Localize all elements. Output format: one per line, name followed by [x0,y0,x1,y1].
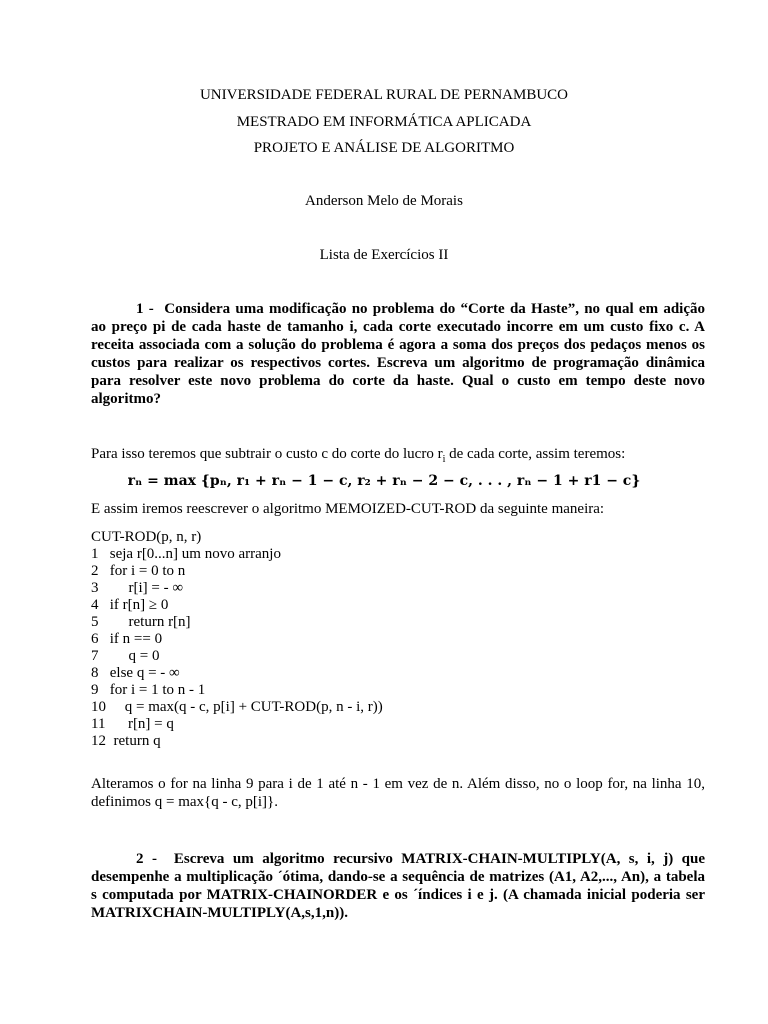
code-line: CUT-ROD(p, n, r) [91,529,202,545]
code-line: 4 if r[n] ≥ 0 [91,597,169,613]
question-1-line-5: para resolver este novo problema do corte da haste. Qual o custo em tempo deste novo [91,373,705,389]
question-2-line-1: 2 - Escreva um algoritmo recursivo MATRIX-CHAIN-MULTIPLY(A, s, i, j) que [136,851,706,867]
pseudocode-block [91,529,591,750]
question-1-line-6: algoritmo? [91,391,161,407]
explanation-line-1: Alteramos o for na linha 9 para i de 1 até n - 1 em vez de n. Além disso, no o loop for, na linha 10, [91,776,705,792]
code-line: 3 r[i] = - ∞ [91,580,184,596]
question-2 [91,850,705,922]
question-1-line-4: custos para realizar os respectivos cortes. Escreva um algoritmo de programação dinâmica [91,355,705,371]
course-name: PROJETO E ANÁLISE DE ALGORITMO [253,140,515,156]
code-line: 11 r[n] = q [91,716,174,732]
code-line: 10 q = max(q - c, p[i] + CUT-ROD(p, n - i, r)) [91,699,383,715]
code-line: 8 else q = - ∞ [91,665,180,681]
question-1-line-1: 1 - Considera uma modificação no problema do “Corte da Haste”, no qual em adição [136,301,705,317]
exercise-list-title: Lista de Exercícios II [319,247,449,263]
recurrence-formula: rₙ = max {pₙ, r₁ + rₙ − 1 − c, r₂ + rₙ − 2 − c, . . . , rₙ − 1 + r1 − c} [127,473,641,489]
rewrite-text: E assim iremos reescrever o algoritmo MEMOIZED-CUT-ROD da seguinte maneira: [91,501,605,517]
answer-1-explanation [91,775,705,811]
code-line: 5 return r[n] [91,614,191,630]
question-1-number: 1 - [136,301,154,317]
program-name: MESTRADO EM INFORMÁTICA APLICADA [236,114,532,130]
author-name: Anderson Melo de Morais [305,193,463,209]
question-1-line-3: receita associada com a solução do problema é agora a soma dos preços dos pedaços menos os [91,337,705,353]
question-2-line-4: MATRIXCHAIN-MULTIPLY(A,s,1,n)). [91,905,348,921]
explanation-line-2: definimos q = max{q - c, p[i]}. [91,794,278,810]
code-line: 7 q = 0 [91,648,160,664]
answer-1-intro: Para isso teremos que subtrair o custo c do corte do lucro $r_i$ de cada corte, assim teremos: [91,446,626,465]
code-line: 2 for i = 0 to n [91,563,186,579]
question-2-line-3: s computada por MATRIX-CHAINORDER e os ´índices i e j. (A chamada inicial poderia ser [91,887,705,903]
question-1-line-2: ao preço pi de cada haste de tamanho i, cada corte executado incorre em um custo fixo c. A [91,319,705,335]
question-2-line-2: desempenhe a multiplicação ´ótima, dando-se a sequência de matrizes (A1, A2,..., An), a tabela [91,869,705,885]
code-line: 12 return q [91,733,161,749]
question-2-number: 2 - [136,851,157,867]
code-line: 6 if n == 0 [91,631,163,647]
question-1 [91,300,705,408]
code-line: 9 for i = 1 to n - 1 [91,682,206,698]
university-name: UNIVERSIDADE FEDERAL RURAL DE PERNAMBUCO [199,87,569,103]
code-line: 1 seja r[0...n] um novo arranjo [91,546,281,562]
